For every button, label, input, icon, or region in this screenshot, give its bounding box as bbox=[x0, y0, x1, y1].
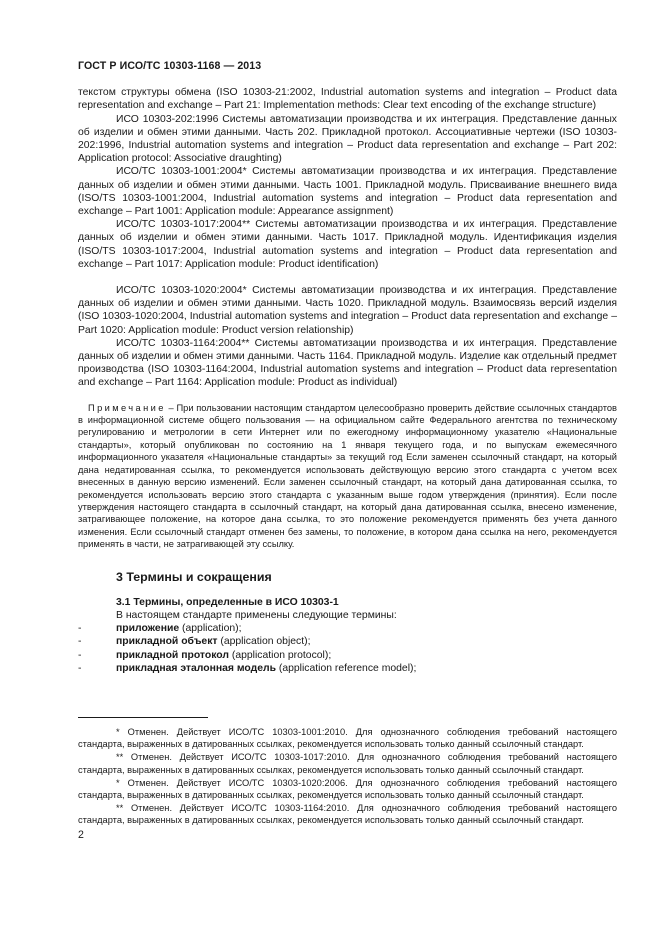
term-text bbox=[116, 662, 416, 675]
reference-paragraph: ИСО/ТС 10303-1164:2004** Системы автоматизации производства и их интеграция. Представление данных об изделии и обмен этими данными. Часть 1164. Прикладной модуль. Изделие как отдельный предмет производства (ISO 10303-1164:2004, Industrial automation systems and integration – Product data representation and exchange – Part 1164: Application module: Product as individual) bbox=[78, 337, 617, 389]
term-english: (application protocol); bbox=[228, 649, 332, 661]
note-paragraph bbox=[78, 402, 617, 551]
term-item bbox=[78, 662, 617, 675]
term-item bbox=[78, 622, 617, 635]
list-dash: - bbox=[78, 662, 82, 674]
footnote-separator bbox=[78, 717, 208, 718]
footnote: * Отменен. Действует ИСО/ТС 10303-1020:2006. Для однозначного соблюдения требований настоящего стандарта, выраженных в датированных ссылках, рекомендуется использовать только данный ссылочный стандарт. bbox=[78, 777, 617, 800]
term-text bbox=[116, 635, 310, 648]
term-name: прикладной протокол bbox=[116, 649, 229, 661]
footnote: * Отменен. Действует ИСО/ТС 10303-1001:2010. Для однозначного соблюдения требований настоящего стандарта, выраженных в датированных ссылках, рекомендуется использовать только данный ссылочный стандарт. bbox=[78, 726, 617, 750]
footnote: ** Отменен. Действует ИСО/ТС 10303-1164:2010. Для однозначного соблюдения требований настоящего стандарта, выраженных в датированных ссылках, рекомендуется использовать только данный ссылочный стандарт. bbox=[78, 803, 617, 826]
document-header: ГОСТ Р ИСО/ТС 10303-1168 — 2013 bbox=[78, 60, 262, 72]
list-dash: - bbox=[78, 636, 82, 648]
reference-paragraph: ИСО/ТС 10303-1001:2004* Системы автоматизации производства и их интеграция. Представление данных об изделии и обмен этими данными. Часть 1001. Прикладной модуль. Присваивание внешнего вида (ISO/TS 10303-1001:2004, Industrial automation systems and integration – Product data representation and exchange – Part 1001: Application module: Appearance assignment) bbox=[78, 166, 617, 218]
note-label: Примечание bbox=[88, 402, 166, 413]
term-item bbox=[78, 649, 617, 662]
term-english: (application); bbox=[179, 623, 242, 635]
reference-paragraph: ИСО/ТС 10303-1017:2004** Системы автоматизации производства и их интеграция. Представление данных об изделии и обмен этими данными. Часть 1017. Прикладной модуль. Идентификация изделия (ISO/TS 10303-1017:2004, Industrial automation systems and integration – Product data representation and exchange – Part 1017: Application module: Product identification) bbox=[78, 219, 617, 270]
footnote: ** Отменен. Действует ИСО/ТС 10303-1017:2010. Для однозначного соблюдения требований настоящего стандарта, выраженных в датированных ссылках, рекомендуется использовать только данный ссылочный стандарт. bbox=[78, 752, 617, 775]
subsection-title: 3.1 Термины, определенные в ИСО 10303-1 bbox=[116, 596, 339, 608]
reference-paragraph: ИСО 10303-202:1996 Системы автоматизации производства и их интеграция. Представление данных об изделии и обмен этими данными. Часть 202. Прикладной протокол. Ассоциативные чертежи (ISO 10303-202:1996, Industrial automation systems and integration – Product data representation and exchange – Part 202: Application protocol: Associative draughting) bbox=[78, 113, 617, 165]
term-name: приложение bbox=[116, 623, 180, 635]
term-name: прикладная эталонная модель bbox=[116, 662, 276, 674]
list-dash: - bbox=[78, 623, 82, 635]
term-english: (application reference model); bbox=[276, 662, 417, 674]
term-text bbox=[116, 649, 331, 662]
reference-paragraph: ИСО/ТС 10303-1020:2004* Системы автоматизации производства и их интеграция. Представление данных об изделии и обмен этими данными. Часть 1020. Прикладной модуль. Взаимосвязь версий изделия (ISO 10303-1020:2004, Industrial automation systems and integration – Product data representation and exchange – Part 1020: Application module: Product version relationship) bbox=[78, 285, 617, 336]
term-english: (application object); bbox=[217, 636, 311, 648]
list-dash: - bbox=[78, 649, 82, 661]
term-name: прикладной объект bbox=[116, 636, 218, 648]
term-item bbox=[78, 635, 617, 648]
page-number: 2 bbox=[78, 828, 84, 841]
term-text bbox=[116, 622, 242, 635]
terms-intro: В настоящем стандарте применены следующие термины: bbox=[116, 609, 397, 621]
reference-paragraph: текстом структуры обмена (ISO 10303-21:2002, Industrial automation systems and integration – Product data representation and exchange – Part 21: Implementation methods: Clear text encoding of the exchange structure) bbox=[78, 87, 617, 112]
paragraph-gap bbox=[78, 271, 617, 284]
section-title: 3 Термины и сокращения bbox=[116, 569, 272, 584]
note-text: – При пользовании настоящим стандартом целесообразно проверить действие ссылочных стандартов в информационной системе общего пользования — на официальном сайте Федерального агентства по техническому регулированию и метрологии в сети Интернет или по ежегодному информационному указателю «Национальные стандарты», который опубликован по состоянию на 1 января текущего года, и по выпускам ежемесячного информационного указателя «Национальные стандарты» за текущий год Если заменен ссылочный стандарт, на который дана недатированная ссылка, то рекомендуется использовать действующую версию этого стандарта с учетом всех внесенных в данную версию изменений. Если заменен ссылочный стандарт, на который дана датированная ссылка, то рекомендуется использовать версию этого стандарта с указанным выше годом утверждения (принятия). Если после утверждения настоящего стандарта в ссылочный стандарт, на который дана датированная ссылка, внесено изменение, затрагивающее положение, на которое дана ссылка, то это положение рекомендуется применять без учета данного изменения. Если ссылочный стандарт отменен без замены, то положение, в котором дана ссылка на него, рекомендуется применять в части, не затрагивающей эту ссылку. bbox=[78, 402, 617, 550]
